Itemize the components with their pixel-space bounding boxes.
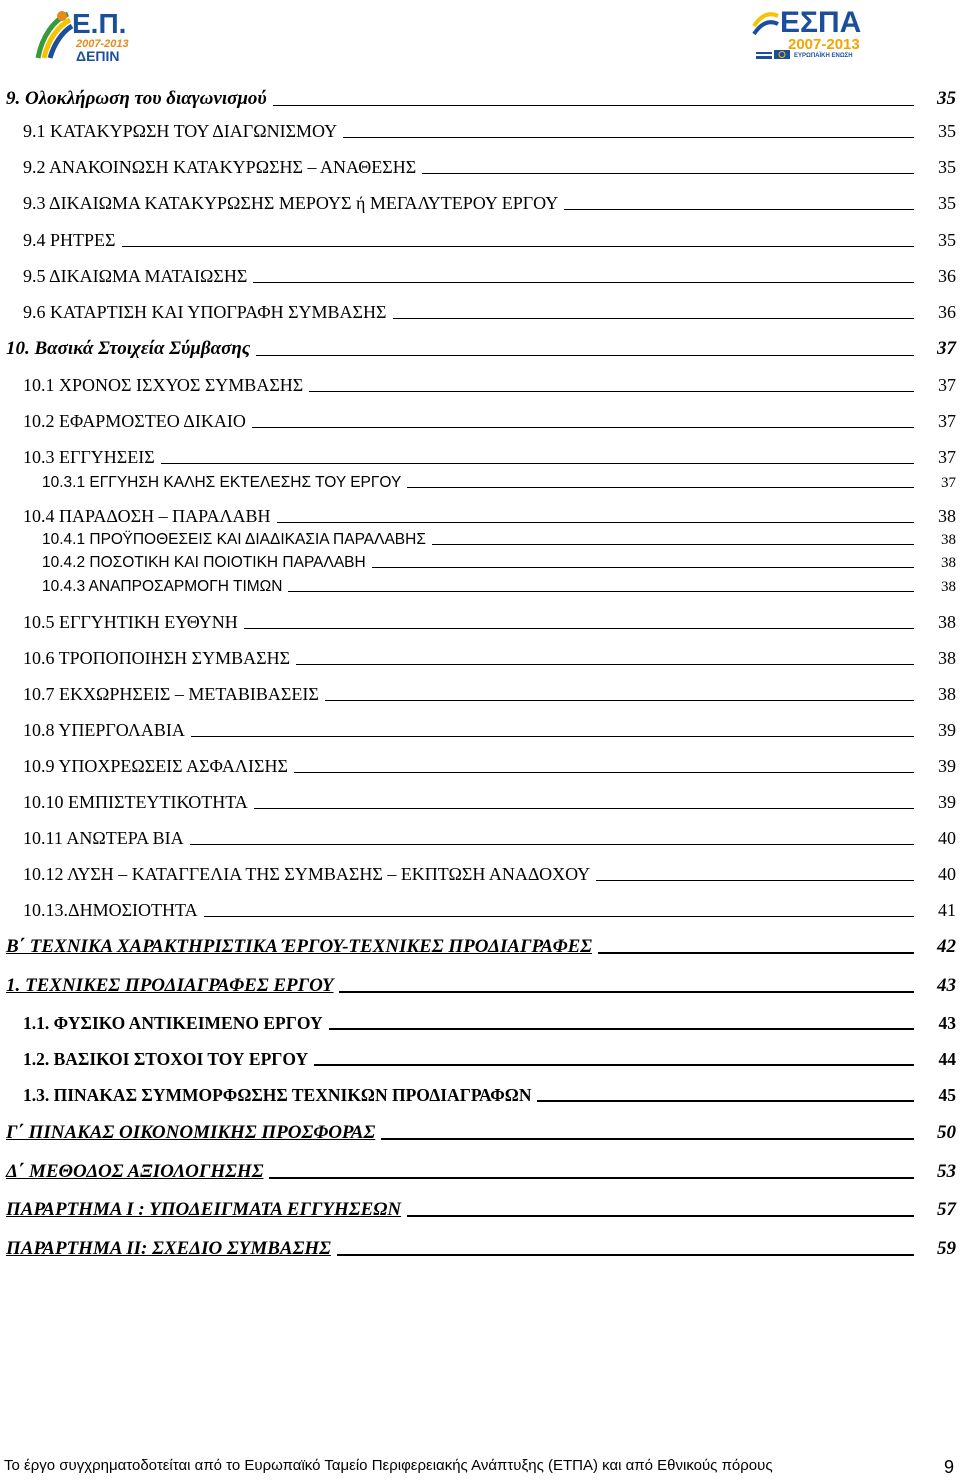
- toc-entry[interactable]: [0, 828, 960, 849]
- toc-entry[interactable]: [0, 266, 960, 287]
- toc-entry[interactable]: [0, 900, 960, 921]
- toc-entry[interactable]: [0, 1199, 960, 1221]
- toc-entry[interactable]: [0, 1161, 960, 1183]
- toc-entry[interactable]: [0, 578, 960, 596]
- toc-leader-line: [598, 952, 914, 954]
- toc-entry-title: Β΄ ΤΕΧΝΙΚΑ ΧΑΡΑΚΤΗΡΙΣΤΙΚΑ ΈΡΓΟΥ-ΤΕΧΝΙΚΕΣ ΠΡΟΔΙΑΓΡΑΦΕΣ: [6, 936, 593, 957]
- toc-entry-title: 1.3. ΠΙΝΑΚΑΣ ΣΥΜΜΟΡΦΩΣΗΣ ΤΕΧΝΙΚΩΝ ΠΡΟΔΙΑΓΡΑΦΩΝ: [23, 1085, 532, 1105]
- toc-entry-page: 57: [937, 1199, 956, 1220]
- toc-entry-page: 39: [938, 720, 956, 740]
- toc-entry-page: 38: [941, 532, 956, 548]
- toc-entry[interactable]: [0, 756, 960, 777]
- toc-entry-title: 10.12 ΛΥΣΗ – ΚΑΤΑΓΓΕΛΙΑ ΤΗΣ ΣΥΜΒΑΣΗΣ – ΕΚΠΤΩΣΗ ΑΝΑΔΟΧΟΥ: [23, 864, 591, 884]
- toc-leader-line: [407, 1215, 914, 1217]
- toc-entry[interactable]: [0, 1238, 960, 1260]
- toc-entry-page: 35: [938, 157, 956, 177]
- toc-leader-line: [269, 1177, 914, 1179]
- toc-entry[interactable]: [0, 1049, 960, 1070]
- toc-entry-page: 40: [938, 828, 956, 848]
- toc-leader-line: [422, 173, 914, 174]
- toc-entry-page: 53: [937, 1161, 956, 1182]
- toc-entry[interactable]: [0, 936, 960, 958]
- toc-leader-line: [337, 1254, 914, 1256]
- toc-entry-page: 37: [937, 338, 956, 359]
- toc-entry-page: 38: [941, 579, 956, 595]
- toc-entry-title: 1.2. ΒΑΣΙΚΟΙ ΣΤΟΧΟΙ ΤΟΥ ΕΡΓΟΥ: [23, 1049, 309, 1069]
- toc-entry-title: 10.4.2 ΠΟΣΟΤΙΚΗ ΚΑΙ ΠΟΙΟΤΙΚΗ ΠΑΡΑΛΑΒΗ: [42, 554, 366, 571]
- toc-entry-title: 10.3.1 ΕΓΓΥΗΣΗ ΚΑΛΗΣ ΕΚΤΕΛΕΣΗΣ ΤΟΥ ΕΡΓΟΥ: [42, 474, 402, 491]
- toc-entry-title: 9.4 ΡΗΤΡΕΣ: [23, 230, 116, 250]
- toc-leader-line: [372, 567, 914, 568]
- toc-entry-page: 50: [937, 1122, 956, 1143]
- toc-entry-page: 38: [938, 612, 956, 632]
- footer-funding-text: Το έργο συγχρηματοδοτείται από το Ευρωπαϊκό Ταμείο Περιφερειακής Ανάπτυξης (ΕΤΠΑ) και από Εθνικούς πόρους: [4, 1457, 773, 1474]
- toc-leader-line: [329, 1028, 914, 1030]
- toc-entry-page: 39: [938, 792, 956, 812]
- ep-logo-title: Ε.Π.: [72, 8, 127, 39]
- toc-leader-line: [537, 1100, 914, 1102]
- toc-leader-line: [191, 736, 914, 737]
- toc-leader-line: [407, 487, 914, 488]
- toc-entry-page: 39: [938, 756, 956, 776]
- toc-leader-line: [122, 246, 915, 247]
- toc-entry-page: 44: [938, 1049, 956, 1069]
- toc-leader-line: [273, 105, 914, 106]
- toc-entry[interactable]: [0, 554, 960, 572]
- toc-entry-title: ΠΑΡΑΡΤΗΜΑ ΙΙ: ΣΧΕΔΙΟ ΣΥΜΒΑΣΗΣ: [6, 1238, 331, 1259]
- toc-entry-title: 9. Ολοκλήρωση του διαγωνισμού: [6, 88, 267, 109]
- toc-leader-line: [393, 318, 914, 319]
- toc-entry-title: ΠΑΡΑΡΤΗΜΑ Ι : ΥΠΟΔΕΙΓΜΑΤΑ ΕΓΓΥΗΣΕΩΝ: [6, 1199, 402, 1220]
- toc-entry[interactable]: [0, 684, 960, 705]
- toc-leader-line: [381, 1138, 914, 1140]
- toc-entry[interactable]: [0, 612, 960, 633]
- toc-leader-line: [432, 544, 914, 545]
- toc-entry-page: 38: [938, 648, 956, 668]
- toc-entry-page: 35: [938, 230, 956, 250]
- toc-leader-line: [190, 844, 914, 845]
- toc-entry-title: 1. ΤΕΧΝΙΚΕΣ ΠΡΟΔΙΑΓΡΑΦΕΣ ΕΡΓΟΥ: [6, 975, 334, 996]
- ep-depin-logo: [34, 6, 154, 62]
- toc-leader-line: [253, 282, 914, 283]
- toc-leader-line: [314, 1064, 914, 1066]
- toc-entry-title: 9.1 ΚΑΤΑΚΥΡΩΣΗ ΤΟΥ ΔΙΑΓΩΝΙΣΜΟΥ: [23, 121, 338, 141]
- toc-entry-page: 37: [941, 475, 956, 491]
- toc-entry-page: 37: [938, 411, 956, 431]
- toc-entry[interactable]: [0, 792, 960, 813]
- toc-leader-line: [161, 463, 914, 464]
- toc-entry[interactable]: [0, 230, 960, 251]
- toc-entry-title: 10.8 ΥΠΕΡΓΟΛΑΒΙΑ: [23, 720, 185, 740]
- toc-entry-page: 35: [938, 193, 956, 213]
- toc-entry[interactable]: [0, 302, 960, 323]
- espa-logo-title: ΕΣΠΑ: [780, 6, 862, 39]
- toc-entry-title: 9.3 ΔΙΚΑΙΩΜΑ ΚΑΤΑΚΥΡΩΣΗΣ ΜΕΡΟΥΣ ή ΜΕΓΑΛΥΤΕΡΟΥ ΕΡΓΟΥ: [23, 193, 559, 213]
- toc-entry[interactable]: [0, 411, 960, 432]
- toc-entry-title: 10.4.1 ΠΡΟΫΠΟΘΕΣΕΙΣ ΚΑΙ ΔΙΑΔΙΚΑΣΙΑ ΠΑΡΑΛΑΒΗΣ: [42, 531, 426, 548]
- toc-entry-title: 10.1 ΧΡΟΝΟΣ ΙΣΧΥΟΣ ΣΥΜΒΑΣΗΣ: [23, 375, 304, 395]
- page-footer: [0, 1457, 960, 1477]
- toc-entry-page: 38: [941, 555, 956, 571]
- toc-entry-title: 10.5 ΕΓΓΥΗΤΙΚΗ ΕΥΘΥΝΗ: [23, 612, 238, 632]
- toc-entry[interactable]: [0, 864, 960, 885]
- toc-entry[interactable]: [0, 506, 960, 527]
- toc-leader-line: [204, 916, 914, 917]
- toc-entry[interactable]: [0, 474, 960, 492]
- toc-entry-page: 41: [938, 900, 956, 920]
- toc-entry[interactable]: [0, 121, 960, 142]
- toc-entry-title: 10. Βασικά Στοιχεία Σύμβασης: [6, 338, 251, 359]
- toc-entry-title: 10.6 ΤΡΟΠΟΠΟΙΗΣΗ ΣΥΜΒΑΣΗΣ: [23, 648, 291, 668]
- ep-logo-years: 2007-2013: [76, 38, 129, 50]
- toc-leader-line: [296, 664, 914, 665]
- toc-entry[interactable]: [0, 375, 960, 396]
- toc-leader-line: [564, 209, 914, 210]
- toc-leader-line: [254, 808, 914, 809]
- toc-entry-page: 38: [938, 506, 956, 526]
- toc-leader-line: [288, 591, 914, 592]
- toc-entry-title: 9.6 ΚΑΤΑΡΤΙΣΗ ΚΑΙ ΥΠΟΓΡΑΦΗ ΣΥΜΒΑΣΗΣ: [23, 302, 387, 322]
- toc-leader-line: [244, 628, 914, 629]
- toc-leader-line: [596, 880, 914, 881]
- ep-logo-name: ΔΕΠΙΝ: [76, 48, 120, 64]
- toc-entry-title: 10.10 ΕΜΠΙΣΤΕΥΤΙΚΟΤΗΤΑ: [23, 792, 248, 812]
- toc-entry[interactable]: [0, 1122, 960, 1144]
- espa-logo-tagline: ΕΥΡΩΠΑΪΚΗ ΕΝΩΣΗ: [794, 53, 853, 59]
- toc-entry-page: 35: [937, 88, 956, 109]
- page-number: 9: [943, 1457, 954, 1477]
- toc-entry-title: Γ΄ ΠΙΝΑΚΑΣ ΟΙΚΟΝΟΜΙΚΗΣ ΠΡΟΣΦΟΡΑΣ: [6, 1122, 376, 1143]
- toc-entry[interactable]: [0, 1085, 960, 1106]
- toc-entry[interactable]: [0, 193, 960, 214]
- espa-logo-years: 2007-2013: [788, 36, 860, 53]
- toc-entry[interactable]: [0, 338, 960, 360]
- toc-entry-page: 37: [938, 375, 956, 395]
- toc-entry-page: 43: [938, 1013, 956, 1033]
- toc-entry-page: 36: [938, 266, 956, 286]
- toc-entry-title: 10.4.3 ΑΝΑΠΡΟΣΑΡΜΟΓΗ ΤΙΜΩΝ: [42, 578, 283, 595]
- toc-entry-page: 36: [938, 302, 956, 322]
- toc-entry[interactable]: [0, 1013, 960, 1034]
- toc-entry[interactable]: [0, 157, 960, 178]
- toc-leader-line: [325, 700, 914, 701]
- toc-entry[interactable]: [0, 648, 960, 669]
- toc-entry-title: 9.5 ΔΙΚΑΙΩΜΑ ΜΑΤΑΙΩΣΗΣ: [23, 266, 248, 286]
- toc-entry[interactable]: [0, 531, 960, 549]
- espa-logo: [752, 6, 870, 62]
- toc-entry-page: 45: [938, 1085, 956, 1105]
- toc-entry-title: 10.11 ΑΝΩΤΕΡΑ ΒΙΑ: [23, 828, 184, 848]
- toc-entry-page: 40: [938, 864, 956, 884]
- toc-entry-title: 10.9 ΥΠΟΧΡΕΩΣΕΙΣ ΑΣΦΑΛΙΣΗΣ: [23, 756, 288, 776]
- toc-leader-line: [294, 772, 914, 773]
- toc-entry-title: 10.7 ΕΚΧΩΡΗΣΕΙΣ – ΜΕΤΑΒΙΒΑΣΕΙΣ: [23, 684, 319, 704]
- toc-entry[interactable]: [0, 975, 960, 997]
- toc-entry-title: 10.13.ΔΗΜΟΣΙΟΤΗΤΑ: [23, 900, 198, 920]
- toc-entry-page: 59: [937, 1238, 956, 1259]
- toc-entry[interactable]: [0, 720, 960, 741]
- toc-entry-page: 38: [938, 684, 956, 704]
- toc-entry[interactable]: [0, 88, 960, 110]
- toc-entry-title: 10.4 ΠΑΡΑΔΟΣΗ – ΠΑΡΑΛΑΒΗ: [23, 506, 271, 526]
- toc-leader-line: [256, 355, 914, 356]
- toc-leader-line: [339, 991, 914, 993]
- toc-entry-page: 37: [938, 447, 956, 467]
- toc-leader-line: [343, 137, 914, 138]
- toc-entry-title: Δ΄ ΜΕΘΟΔΟΣ ΑΞΙΟΛΟΓΗΣΗΣ: [6, 1161, 264, 1182]
- toc-entry[interactable]: [0, 447, 960, 468]
- toc-entry-title: 1.1. ΦΥΣΙΚΟ ΑΝΤΙΚΕΙΜΕΝΟ ΕΡΓΟΥ: [23, 1013, 323, 1033]
- toc-entry-title: 10.3 ΕΓΓΥΗΣΕΙΣ: [23, 447, 155, 467]
- toc-leader-line: [252, 427, 914, 428]
- toc-entry-page: 42: [937, 936, 956, 957]
- toc-entry-title: 9.2 ΑΝΑΚΟΙΝΩΣΗ ΚΑΤΑΚΥΡΩΣΗΣ – ΑΝΑΘΕΣΗΣ: [23, 157, 417, 177]
- toc-entry-page: 35: [938, 121, 956, 141]
- toc-leader-line: [277, 522, 914, 523]
- toc-entry-page: 43: [937, 975, 956, 996]
- toc-entry-title: 10.2 ΕΦΑΡΜΟΣΤΕΟ ΔΙΚΑΙΟ: [23, 411, 246, 431]
- toc-leader-line: [309, 391, 914, 392]
